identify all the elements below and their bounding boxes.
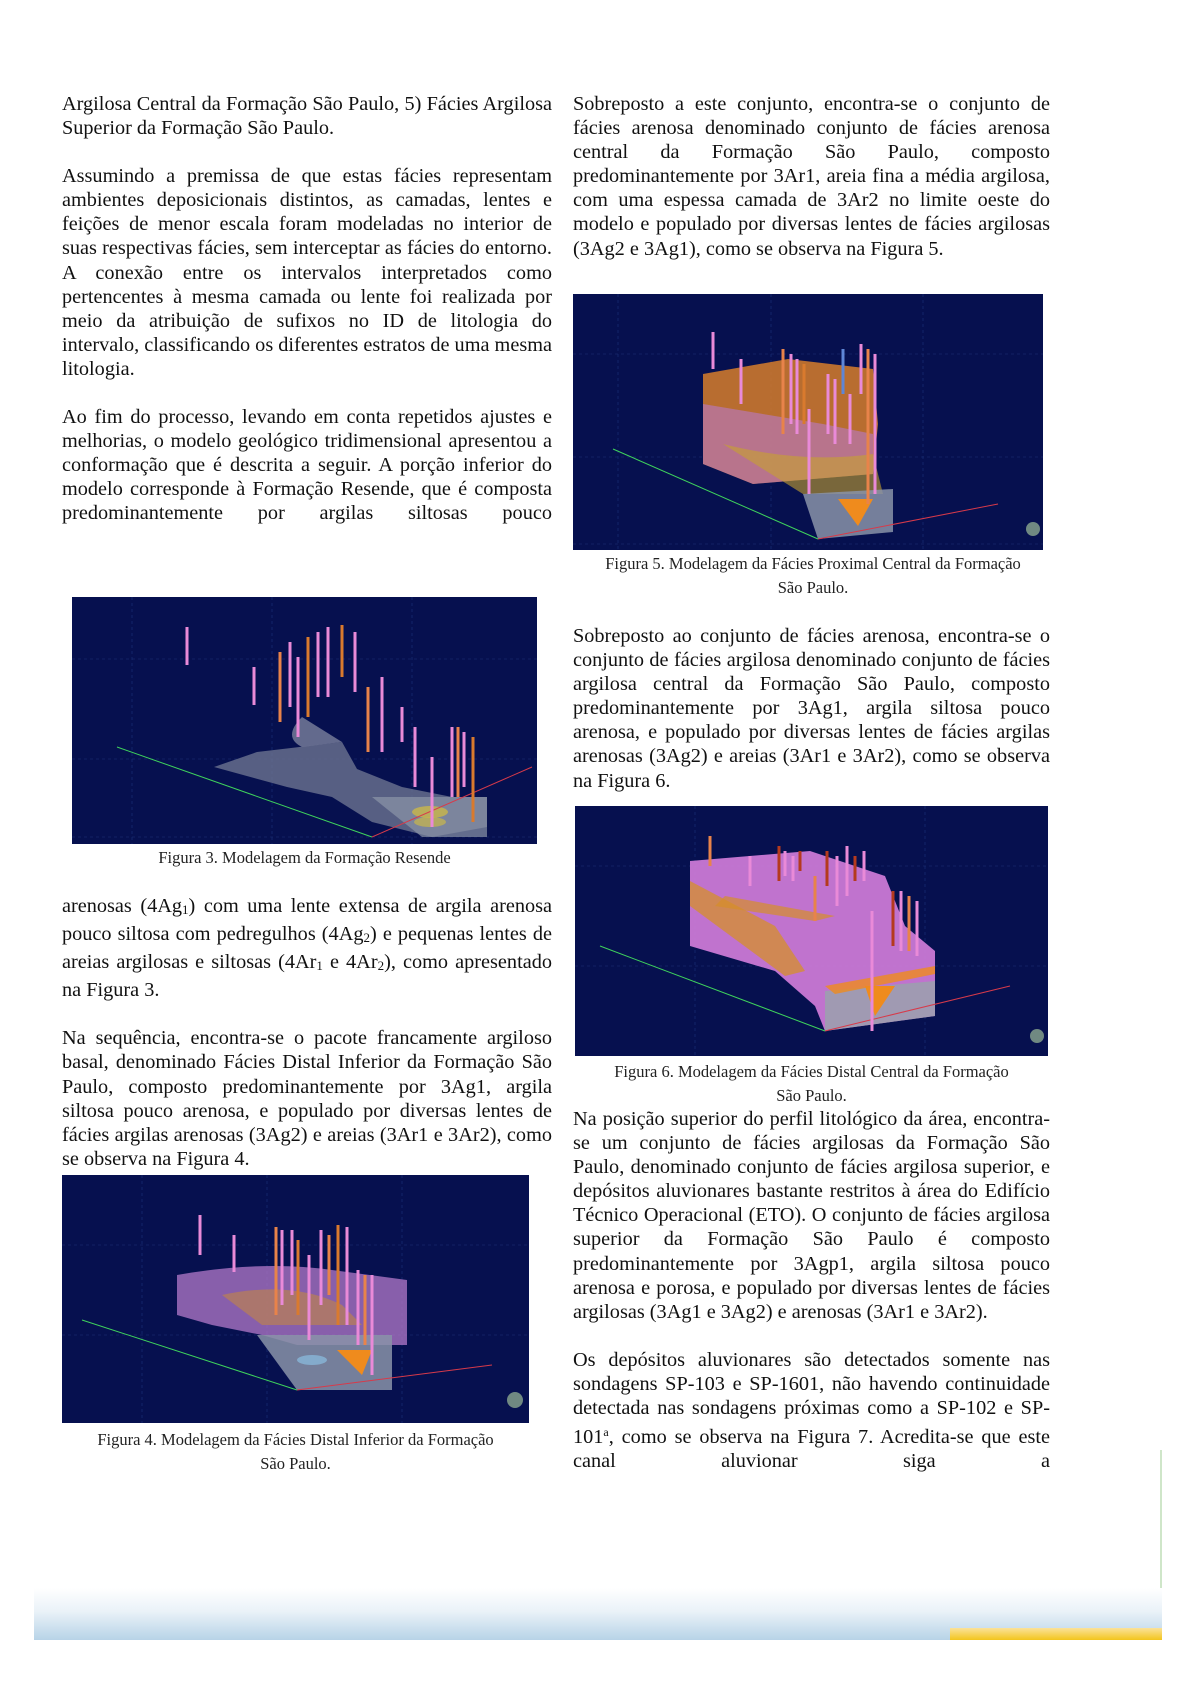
para4-subscript-3: 1 [316, 958, 323, 974]
para4-subscript-4: 2 [377, 958, 385, 974]
right-column-bottom [573, 1107, 1050, 1473]
left-paragraph-5: Na sequência, encontra-se o pacote francamente argiloso basal, denominado Fácies Distal Inferior da Formação São Paulo, composto predominantemente por 3Ag1, argila siltosa pouco arenosa, e populado por diversas lentes de fácies argilas arenosas (3Ag2) e areias (3Ar1 e 3Ar2), como se observa na Figura 4. [62, 1027, 552, 1170]
figure-3-caption: Figura 3. Modelagem da Formação Resende [158, 848, 451, 867]
figure-5-caption-line-1: Figura 5. Modelagem da Fácies Proximal Central da Formação [605, 554, 1021, 573]
geologic-model-render-distal-central [575, 806, 1048, 1056]
para4-text-1: arenosas (4Ag [62, 895, 183, 917]
para4-text-3: ) e pequenas lentes de areias argilosas e siltosas (4Ar [62, 923, 553, 974]
para4-right-text-2: , como se observa na Figura 7. Acredita-se que este canal aluvionar siga a [573, 1426, 1050, 1473]
left-column-middle [62, 894, 552, 1171]
geologic-model-render-resende [72, 597, 537, 844]
para4-right-superscript: a [603, 1425, 609, 1440]
left-paragraph-4 [62, 894, 552, 1002]
left-column-top [62, 92, 552, 526]
figure-3-image [72, 597, 537, 844]
geologic-model-render-distal-inferior [62, 1175, 529, 1423]
figure-6-caption-line-2: São Paulo. [776, 1086, 847, 1105]
right-paragraph-3: Na posição superior do perfil litológico da área, encontra-se um conjunto de fácies argilosas da Formação São Paulo, denominado conjunto de fácies argilosa superior, e depósitos aluvionares bastante restritos à área do Edifício Técnico Operacional (ETO). O conjunto de fácies argilosa superior da Formação São Paulo é composto predominantemente por 3Agp1, argila siltosa pouco arenosa e porosa, e populado por diversas lentes de fácies argilosas (3Ag1 e 3Ag2) e arenosas (3Ar1 e 3Ar2). [573, 1108, 1050, 1323]
left-paragraph-3: Ao fim do processo, levando em conta repetidos ajustes e melhorias, o modelo geológico tridimensional apresentou a conformação que é descrita a seguir. A porção inferior do modelo corresponde à Formação Resende, que é composta predominantemente por argilas siltosas pouco [62, 406, 552, 525]
right-column-top [573, 92, 1050, 261]
left-paragraph-2: Assumindo a premissa de que estas fácies representam ambientes deposicionais distintos, as camadas, lentes e feições de menor escala foram modeladas no interior de suas respectivas fácies, sem interceptar as fácies do entorno. A conexão entre os intervalos interpretados como pertencentes à mesma camada ou lente foi realizada por meio da atribuição de sufixos no ID de litologia do intervalo, classificando os diferentes estratos de uma mesma litologia. [62, 165, 552, 380]
figure-6-image [575, 806, 1048, 1056]
figure-4-caption-line-2: São Paulo. [260, 1454, 331, 1473]
right-paragraph-2: Sobreposto ao conjunto de fácies arenosa, encontra-se o conjunto de fácies argilosa denominado conjunto de fácies argilosa central da Formação São Paulo, composto predominantemente por 3Ag1, argila siltosa pouco arenosa, e populado por diversas lentes de fácies argilas arenosas (3Ag2) e areias (3Ar1 e 3Ar2), como se observa na Figura 6. [573, 625, 1050, 792]
right-column-middle [573, 624, 1050, 793]
figure-4-caption-line-1: Figura 4. Modelagem da Fácies Distal Inferior da Formação [97, 1430, 494, 1449]
para4-text-2: ) com uma lente extensa de argila arenosa pouco siltosa com pedregulhos (4Ag [62, 895, 553, 946]
figure-6-caption-line-1: Figura 6. Modelagem da Fácies Distal Central da Formação [614, 1062, 1009, 1081]
figure-5-caption-line-2: São Paulo. [777, 578, 849, 597]
figure-4-image [62, 1175, 529, 1423]
right-paragraph-1: Sobreposto a este conjunto, encontra-se o conjunto de fácies arenosa denominado conjunto de fácies arenosa central da Formação São Paulo, composto predominantemente por 3Ar1, areia fina a média argilosa, com uma espessa camada de 3Ar2 no limite oeste do modelo e populado por diversas lentes de fácies argilosas (3Ag2 e 3Ag1), como se observa na Figura 5. [573, 93, 1050, 260]
left-paragraph-1: Argilosa Central da Formação São Paulo, 5) Fácies Argilosa Superior da Formação São Paulo. [62, 93, 552, 140]
geologic-model-render-proximal-central [573, 294, 1043, 550]
figure-5-image [573, 294, 1043, 550]
right-paragraph-4 [573, 1348, 1050, 1473]
para4-subscript-1: 1 [182, 902, 189, 917]
para4-subscript-2: 2 [363, 930, 370, 946]
para4-right-text-1: Os depósitos aluvionares são detectados somente nas sondagens SP-103 e SP-1601, não havendo continuidade detectada nas sondagens próximas como a SP-102 e SP-101 [573, 1348, 1050, 1449]
footer-yellow-accent [950, 1628, 1162, 1640]
para4-text-5: ), como apresentado na Figura 3. [62, 951, 552, 1002]
para4-text-4: e 4Ar [322, 951, 378, 974]
